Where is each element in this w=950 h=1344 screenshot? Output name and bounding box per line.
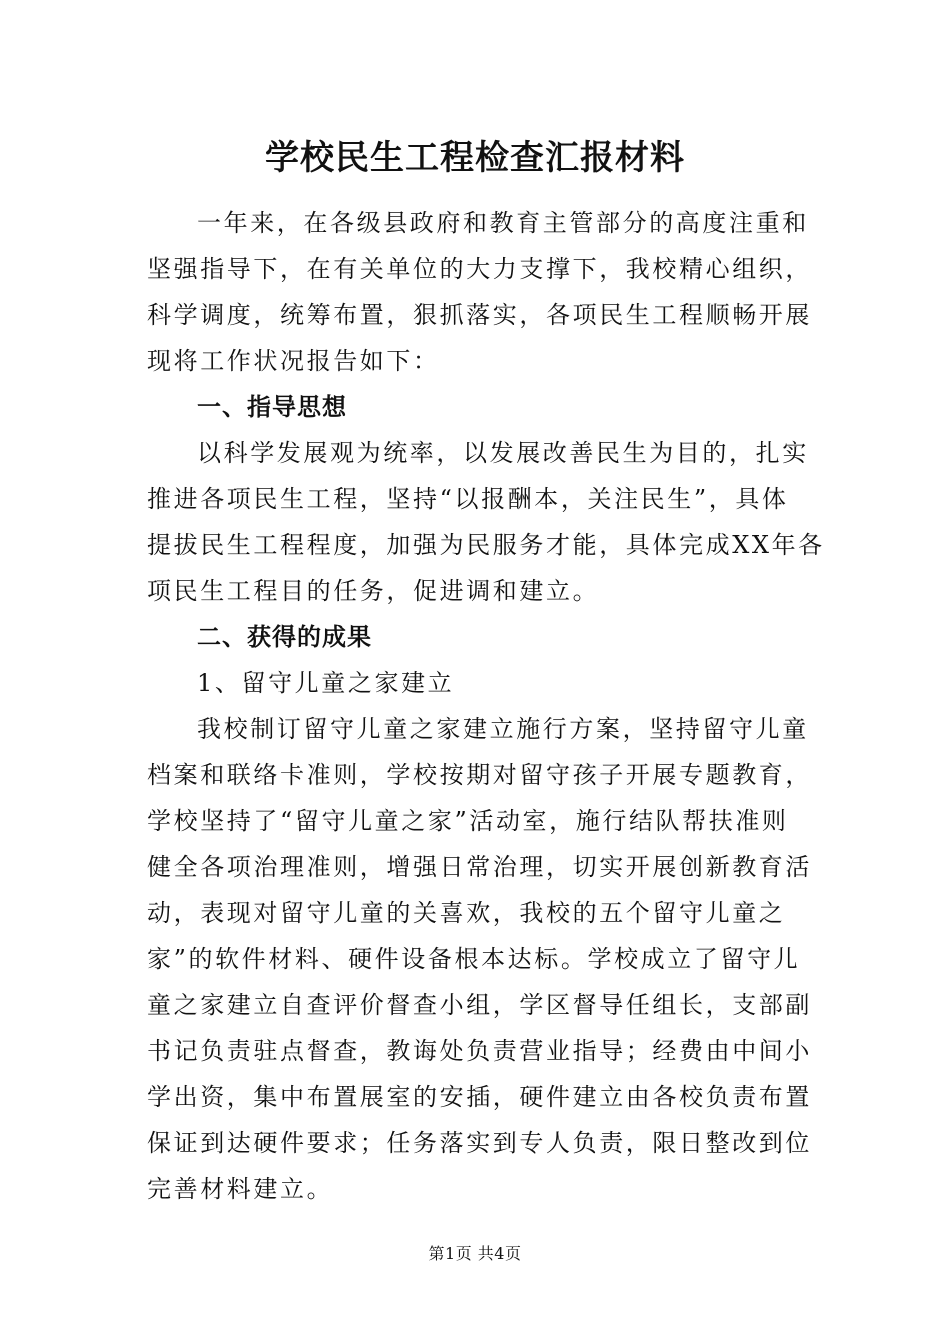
paragraph-line: 家”的软件材料、硬件设备根本达标。学校成立了留守儿 — [147, 945, 801, 973]
paragraph-line: 书记负责驻点督查，教诲处负责营业指导；经费由中间小 — [147, 1037, 812, 1065]
paragraph-line: 一年来，在各级县政府和教育主管部分的高度注重和 — [197, 209, 809, 237]
paragraph-line: 科学调度，统筹布置，狠抓落实，各项民生工程顺畅开展 — [147, 301, 812, 329]
paragraph-line: 动，表现对留守儿童的关喜欢，我校的五个留守儿童之 — [147, 899, 786, 927]
section-heading: 二、获得的成果 — [197, 623, 372, 651]
section-heading: 一、指导思想 — [197, 393, 347, 421]
paragraph-line: 童之家建立自查评价督查小组，学区督导任组长，支部副 — [147, 991, 812, 1019]
paragraph-line: 推进各项民生工程，坚持“以报酬本，关注民生”，具体 — [147, 485, 789, 513]
paragraph-line: 完善材料建立。 — [147, 1175, 334, 1203]
paragraph-line: 健全各项治理准则，增强日常治理，切实开展创新教育活 — [147, 853, 812, 881]
paragraph-line: 保证到达硬件要求；任务落实到专人负责，限日整改到位 — [147, 1129, 812, 1157]
document-title: 学校民生工程检查汇报材料 — [265, 138, 685, 178]
paragraph-line: 学校坚持了“留守儿童之家”活动室，施行结队帮扶准则 — [147, 807, 789, 835]
paragraph-line: 坚强指导下，在有关单位的大力支撑下，我校精心组织， — [147, 255, 812, 283]
paragraph-line: 提拔民生工程程度，加强为民服务才能，具体完成XX年各 — [147, 531, 825, 559]
paragraph-line: 项民生工程目的任务，促进调和建立。 — [147, 577, 600, 605]
paragraph-line: 学出资，集中布置展室的安插，硬件建立由各校负责布置 — [147, 1083, 812, 1111]
paragraph-line: 我校制订留守儿童之家建立施行方案，坚持留守儿童 — [197, 715, 809, 743]
paragraph-line: 以科学发展观为统率，以发展改善民生为目的，扎实 — [197, 439, 809, 467]
document-body — [147, 200, 825, 1212]
page-number-footer: 第1页 共4页 — [428, 1244, 522, 1263]
subsection-heading: 1、留守儿童之家建立 — [197, 669, 455, 697]
paragraph-line: 现将工作状况报告如下： — [147, 347, 440, 375]
paragraph-line: 档案和联络卡准则，学校按期对留守孩子开展专题教育， — [147, 761, 812, 789]
